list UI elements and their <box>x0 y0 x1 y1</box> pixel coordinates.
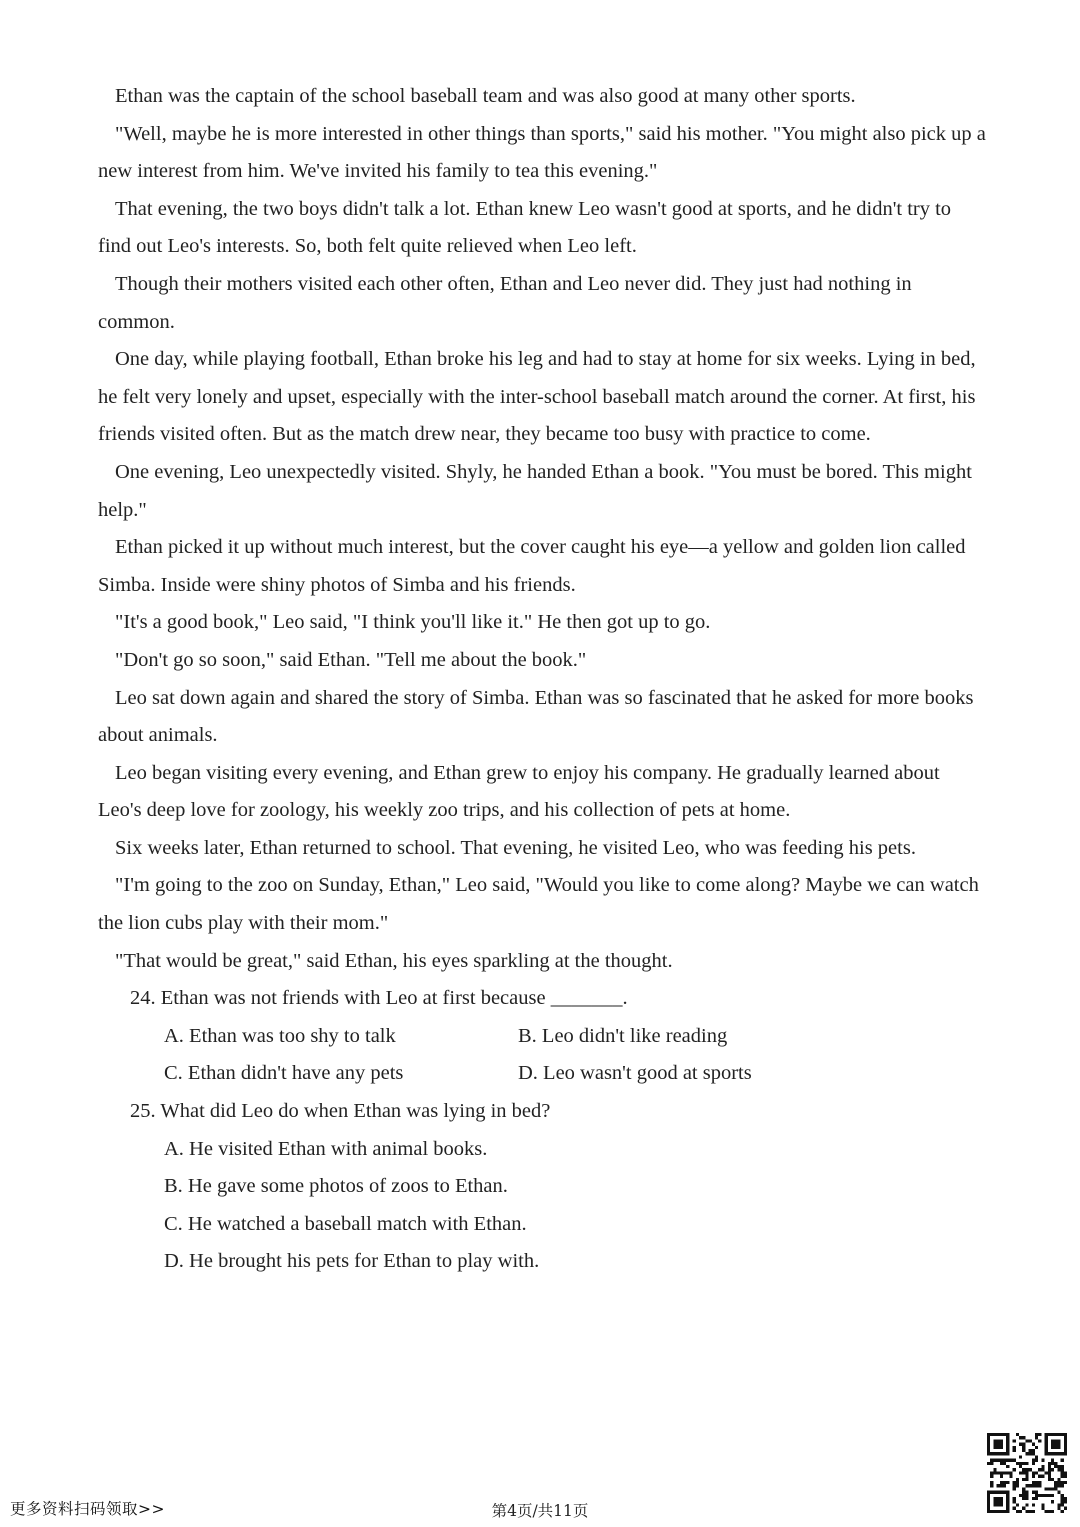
passage-paragraph: Six weeks later, Ethan returned to school. That evening, he visited Leo, who was feeding his pets. <box>115 836 916 859</box>
passage-paragraph: One day, while playing football, Ethan broke his leg and had to stay at home for six weeks. Lying in bed, he felt very lonely and upset, especially with the inter-school baseball match around the corner. At first, his friends visited often. But as the match drew near, they became too busy with practice to come. <box>98 348 976 446</box>
question-24 <box>98 980 988 1093</box>
option-a: A. Ethan was too shy to talk <box>164 1024 396 1047</box>
passage-paragraph: "Don't go so soon," said Ethan. "Tell me about the book." <box>115 648 587 671</box>
passage-paragraph: "Well, maybe he is more interested in other things than sports," said his mother. "You might also pick up a new interest from him. We've invited his family to tea this evening." <box>98 122 986 183</box>
question-25 <box>98 1093 988 1281</box>
option-a: A. He visited Ethan with animal books. <box>164 1137 488 1160</box>
passage-paragraph: Ethan was the captain of the school baseball team and was also good at many other sports. <box>115 85 856 107</box>
passage-paragraph: One evening, Leo unexpectedly visited. Shyly, he handed Ethan a book. "You must be bored. This might help." <box>98 460 972 521</box>
passage-paragraph: "It's a good book," Leo said, "I think you'll like it." He then got up to go. <box>115 611 711 634</box>
option-d: D. He brought his pets for Ethan to play with. <box>164 1250 540 1273</box>
passage-paragraph: Though their mothers visited each other often, Ethan and Leo never did. They just had nothing in common. <box>98 272 912 333</box>
option-c: C. Ethan didn't have any pets <box>164 1062 404 1085</box>
passage-paragraph: Ethan picked it up without much interest, but the cover caught his eye—a yellow and golden lion called Simba. Inside were shiny photos of Simba and his friends. <box>98 536 966 596</box>
qr-code-icon[interactable] <box>987 1433 1067 1513</box>
passage-paragraph: Leo sat down again and shared the story of Simba. Ethan was so fascinated that he asked for more books about animals. <box>98 686 974 747</box>
option-b: B. Leo didn't like reading <box>518 1024 728 1047</box>
passage-paragraph: That evening, the two boys didn't talk a lot. Ethan knew Leo wasn't good at sports, and he didn't try to find out Leo's interests. So, both felt quite relieved when Leo left. <box>98 197 952 258</box>
footer-promo-text: 更多资料扫码领取>> <box>10 1500 165 1518</box>
reading-passage <box>98 78 988 1281</box>
passage-paragraph: "I'm going to the zoo on Sunday, Ethan," Leo said, "Would you like to come along? Maybe we can watch the lion cubs play with their mom." <box>98 874 979 935</box>
passage-paragraph: "That would be great," said Ethan, his eyes sparkling at the thought. <box>115 949 673 972</box>
option-c: C. He watched a baseball match with Ethan. <box>164 1212 527 1235</box>
option-d: D. Leo wasn't good at sports <box>518 1062 752 1085</box>
page-number: 第4页/共11页 <box>491 1502 589 1520</box>
answer-options <box>98 1018 988 1093</box>
passage-paragraph: Leo began visiting every evening, and Ethan grew to enjoy his company. He gradually learned about Leo's deep love for zoology, his weekly zoo trips, and his collection of pets at home. <box>98 761 940 822</box>
option-b: B. He gave some photos of zoos to Ethan. <box>164 1175 508 1198</box>
question-stem: 25. What did Leo do when Ethan was lying in bed? <box>130 1100 551 1123</box>
question-stem: 24. Ethan was not friends with Leo at first because _______. <box>130 987 628 1010</box>
